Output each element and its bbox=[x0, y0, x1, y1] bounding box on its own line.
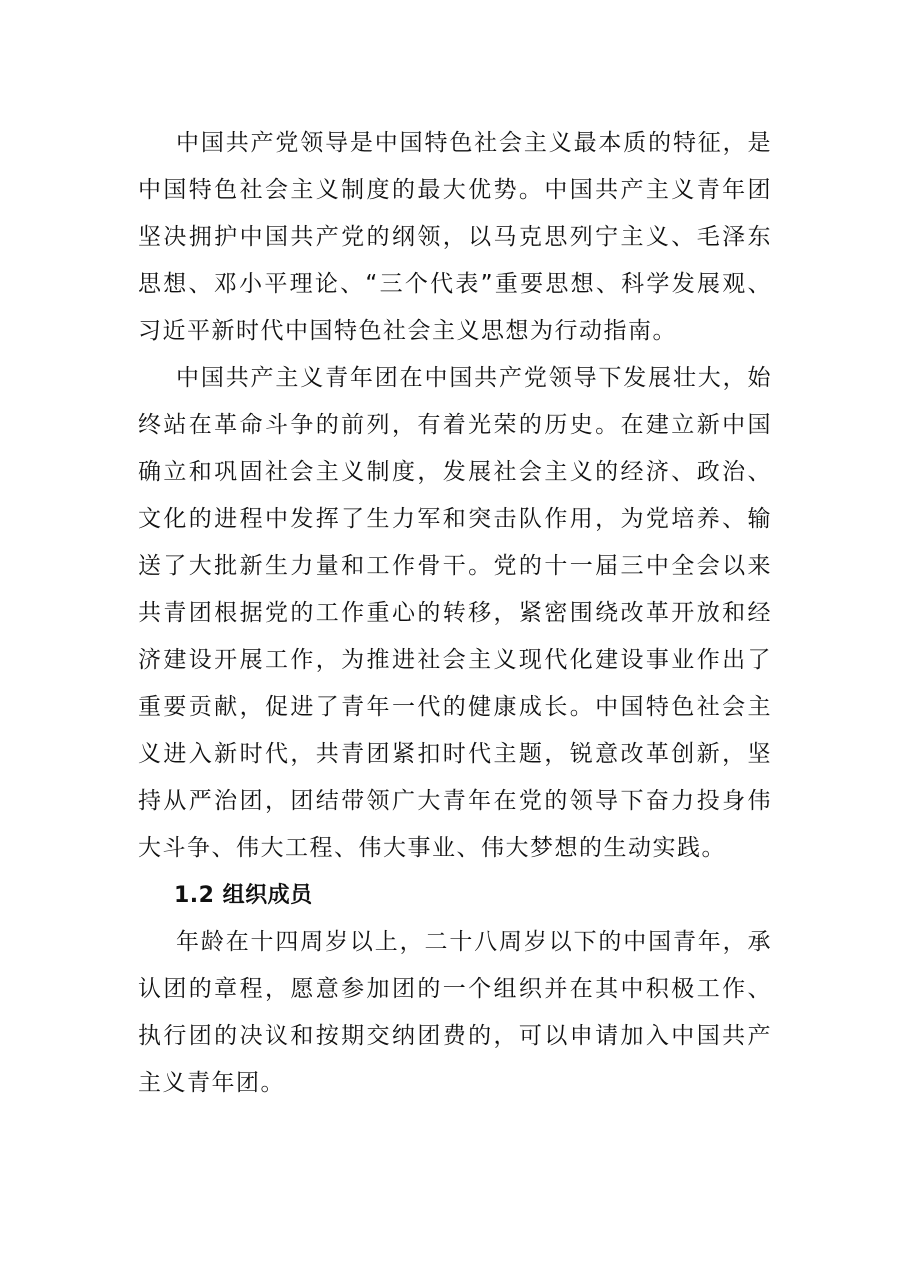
paragraph-membership: 年龄在十四周岁以上，二十八周岁以下的中国青年，承认团的章程，愿意参加团的一个组织并在其中积极工作、执行团的决议和按期交纳团费的，可以申请加入中国共产主义青年团。 bbox=[138, 929, 772, 1096]
paragraph-leadership: 中国共产党领导是中国特色社会主义最本质的特征，是中国特色社会主义制度的最大优势。中国共产主义青年团坚决拥护中国共产党的纲领，以马克思列宁主义、毛泽东思想、邓小平理论、“三个代表”重要思想、科学发展观、习近平新时代中国特色社会主义思想为行动指南。 bbox=[138, 130, 772, 344]
paragraph-history: 中国共产主义青年团在中国共产党领导下发展壮大，始终站在革命斗争的前列，有着光荣的历史。在建立新中国确立和巩固社会主义制度，发展社会主义的经济、政治、文化的进程中发挥了生力军和突击队作用，为党培养、输送了大批新生力量和工作骨干。党的十一届三中全会以来共青团根据党的工作重心的转移，紧密围绕改革开放和经济建设开展工作，为推进社会主义现代化建设事业作出了重要贡献，促进了青年一代的健康成长。中国特色社会主义进入新时代，共青团紧扣时代主题，锐意改革创新，坚持从严治团，团结带领广大青年在党的领导下奋力投身伟大斗争、伟大工程、伟大事业、伟大梦想的生动实践。 bbox=[138, 365, 772, 861]
section-heading-members: 1.2 组织成员 bbox=[174, 883, 313, 908]
document-body bbox=[138, 120, 772, 1107]
